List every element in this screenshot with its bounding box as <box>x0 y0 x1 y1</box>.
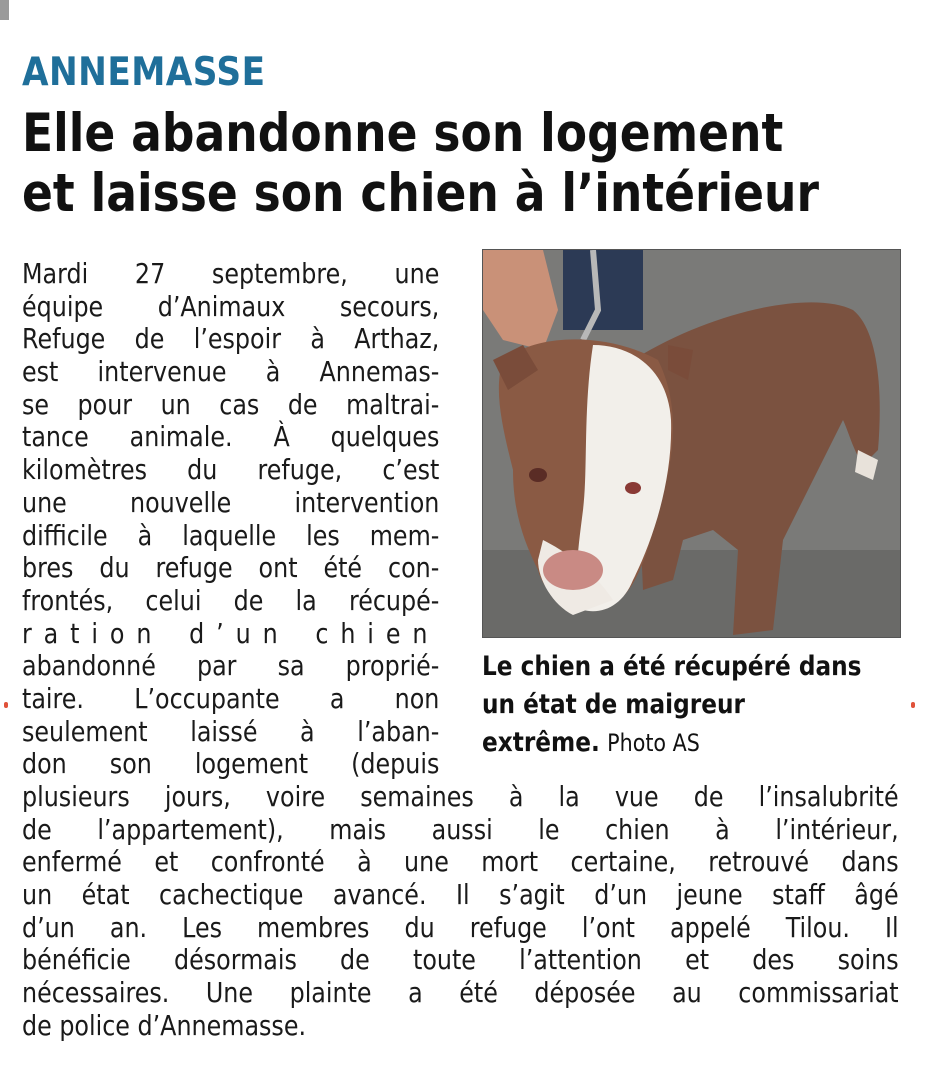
registration-mark <box>911 702 915 708</box>
body-line: plusieurs jours, voire semaines à la vue de l’insalubrité <box>22 780 899 813</box>
body-line: seulement laissé à l’aban- <box>22 714 440 748</box>
registration-mark <box>4 702 8 708</box>
body-line: d’un an. Les membres du refuge l’ont appelé Tilou. Il <box>22 910 899 944</box>
body-line: équipe d’Animaux secours, <box>22 289 440 323</box>
body-line: est intervenue à Annemas- <box>22 355 440 389</box>
body-line: de l’appartement), mais aussi le chien à l’intérieur, <box>22 812 899 846</box>
body-line: kilomètres du refuge, c’est <box>22 453 440 487</box>
body-line: bénéficie désormais de toute l’attention et des soins <box>22 943 899 977</box>
caption-line: Le chien a été récupéré dans <box>482 651 862 682</box>
body-line: don son logement (depuis <box>22 747 440 781</box>
photo-credit: Photo AS <box>607 729 700 757</box>
body-line: enfermé et confronté à une mort certaine, retrouvé dans <box>22 845 899 879</box>
headline-line: et laisse son chien à l’intérieur <box>22 163 819 224</box>
body-line: abandonné par sa proprié- <box>22 649 440 683</box>
body-line: de police d’Annemasse. <box>22 1008 307 1042</box>
body-line: frontés, celui de la récupé- <box>22 583 440 617</box>
section-kicker: ANNEMASSE <box>22 50 266 95</box>
body-line: Mardi 27 septembre, une <box>22 257 440 290</box>
body-line: bres du refuge ont été con- <box>22 551 440 585</box>
caption-line: un état de maigreur <box>482 689 745 720</box>
headline <box>22 104 819 224</box>
body-line: se pour un cas de maltrai- <box>22 387 440 421</box>
corner-mark <box>0 0 9 20</box>
body-line: tance animale. À quelques <box>22 420 440 454</box>
headline-line: Elle abandonne son logement <box>22 103 784 164</box>
body-line: nécessaires. Une plainte a été déposée au commissariat <box>22 976 899 1010</box>
caption-line: extrême. Photo AS <box>482 727 700 758</box>
body-line: ration d’un chien <box>22 616 440 650</box>
body-line: un état cachectique avancé. Il s’agit d’un jeune staff âgé <box>22 878 899 912</box>
body-line: une nouvelle intervention <box>22 485 440 519</box>
body-line: Refuge de l’espoir à Arthaz, <box>22 322 440 356</box>
body-line: difficile à laquelle les mem- <box>22 518 440 552</box>
body-line: taire. L’occupante a non <box>22 681 440 715</box>
article-body <box>22 258 899 1043</box>
